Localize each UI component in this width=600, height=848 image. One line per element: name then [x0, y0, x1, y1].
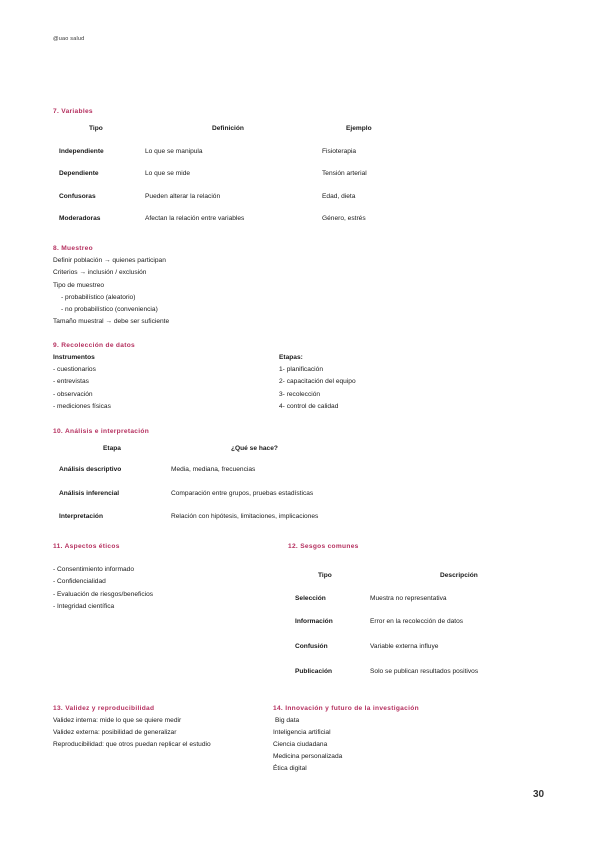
text-line: Validez interna: mide lo que se quiere medir: [53, 717, 182, 724]
page-number: 30: [533, 789, 545, 800]
table-cell: Solo se publican resultados positivos: [370, 668, 479, 675]
table-cell: Media, mediana, frecuencias: [171, 466, 256, 473]
list-item: - entrevistas: [53, 378, 89, 385]
list-item: Inteligencia artificial: [273, 729, 331, 736]
section-title-variables: 7. Variables: [53, 108, 93, 115]
section-title-recoleccion: 9. Recolección de datos: [53, 342, 136, 349]
table-header: Definición: [212, 125, 244, 132]
table-cell: Lo que se mide: [145, 170, 191, 177]
text-line: Criterios → inclusión / exclusión: [53, 269, 147, 276]
list-item: 4- control de calidad: [279, 403, 339, 410]
table-cell: Información: [295, 618, 333, 625]
text-line: - probabilístico (aleatorio): [61, 294, 136, 301]
table-cell: Relación con hipótesis, limitaciones, implicaciones: [171, 513, 319, 520]
table-cell: Afectan la relación entre variables: [145, 215, 245, 222]
list-item: Medicina personalizada: [273, 753, 343, 760]
table-cell: Selección: [295, 595, 326, 602]
table-cell: Análisis descriptivo: [59, 466, 122, 473]
text-line: Definir población → quienes participan: [53, 257, 166, 264]
table-cell: Variable externa influye: [370, 643, 439, 650]
table-header: Ejemplo: [346, 125, 372, 132]
text-line: Tamaño muestral → debe ser suficiente: [53, 318, 170, 325]
list-item: - Integridad científica: [53, 603, 115, 610]
table-cell: Moderadoras: [59, 215, 101, 222]
table-cell: Edad, dieta: [322, 193, 356, 200]
list-item: - Consentimiento informado: [53, 566, 134, 573]
table-cell: Error en la recolección de datos: [370, 618, 464, 625]
section-title-sesgos: 12. Sesgos comunes: [288, 543, 359, 550]
text-line: Validez externa: posibilidad de generalizar: [53, 729, 177, 736]
table-cell: Análisis inferencial: [59, 490, 120, 497]
list-item: 3- recolección: [279, 391, 321, 398]
list-item: - observación: [53, 391, 93, 398]
list-item: 1- planificación: [279, 366, 323, 373]
table-header: Descripción: [440, 572, 478, 579]
subheading: Etapas:: [279, 354, 303, 361]
table-header: Tipo: [89, 125, 103, 132]
table-cell: Independiente: [59, 148, 104, 155]
table-cell: Publicación: [295, 668, 333, 675]
table-cell: Tensión arterial: [322, 170, 367, 177]
table-cell: Dependiente: [59, 170, 99, 177]
list-item: Ética digital: [273, 765, 307, 772]
list-item: - Confidencialidad: [53, 578, 106, 585]
table-cell: Confusoras: [59, 193, 96, 200]
table-header: Tipo: [318, 572, 332, 579]
table-header: Etapa: [103, 445, 121, 452]
table-cell: Pueden alterar la relación: [145, 193, 221, 200]
list-item: Ciencia ciudadana: [273, 741, 328, 748]
section-title-muestreo: 8. Muestreo: [53, 245, 93, 252]
list-item: - Evaluación de riesgos/beneficios: [53, 591, 154, 598]
table-cell: Muestra no representativa: [370, 595, 447, 602]
table-cell: Comparación entre grupos, pruebas estadísticas: [171, 490, 314, 497]
section-title-validez: 13. Validez y reproducibilidad: [53, 705, 155, 712]
table-header: ¿Qué se hace?: [231, 445, 278, 452]
table-cell: Confusión: [295, 643, 328, 650]
list-item: Big data: [275, 717, 300, 724]
section-title-innovacion: 14. Innovación y futuro de la investigación: [273, 705, 419, 712]
table-cell: Interpretación: [59, 513, 103, 520]
section-title-analisis: 10. Análisis e interpretación: [53, 428, 150, 435]
section-title-eticos: 11. Aspectos éticos: [53, 543, 120, 550]
list-item: - mediciones físicas: [53, 403, 111, 410]
list-item: - cuestionarios: [53, 366, 96, 373]
table-cell: Lo que se manipula: [145, 148, 203, 155]
text-line: Reproducibilidad: que otros puedan replicar el estudio: [53, 741, 211, 748]
subheading: Instrumentos: [53, 354, 95, 361]
list-item: 2- capacitación del equipo: [279, 378, 356, 385]
text-line: Tipo de muestreo: [53, 282, 105, 289]
table-cell: Género, estrés: [322, 215, 366, 222]
table-cell: Fisioterapia: [322, 148, 357, 155]
text-line: - no probabilístico (conveniencia): [61, 306, 158, 313]
logo: @uao salud: [53, 36, 85, 42]
